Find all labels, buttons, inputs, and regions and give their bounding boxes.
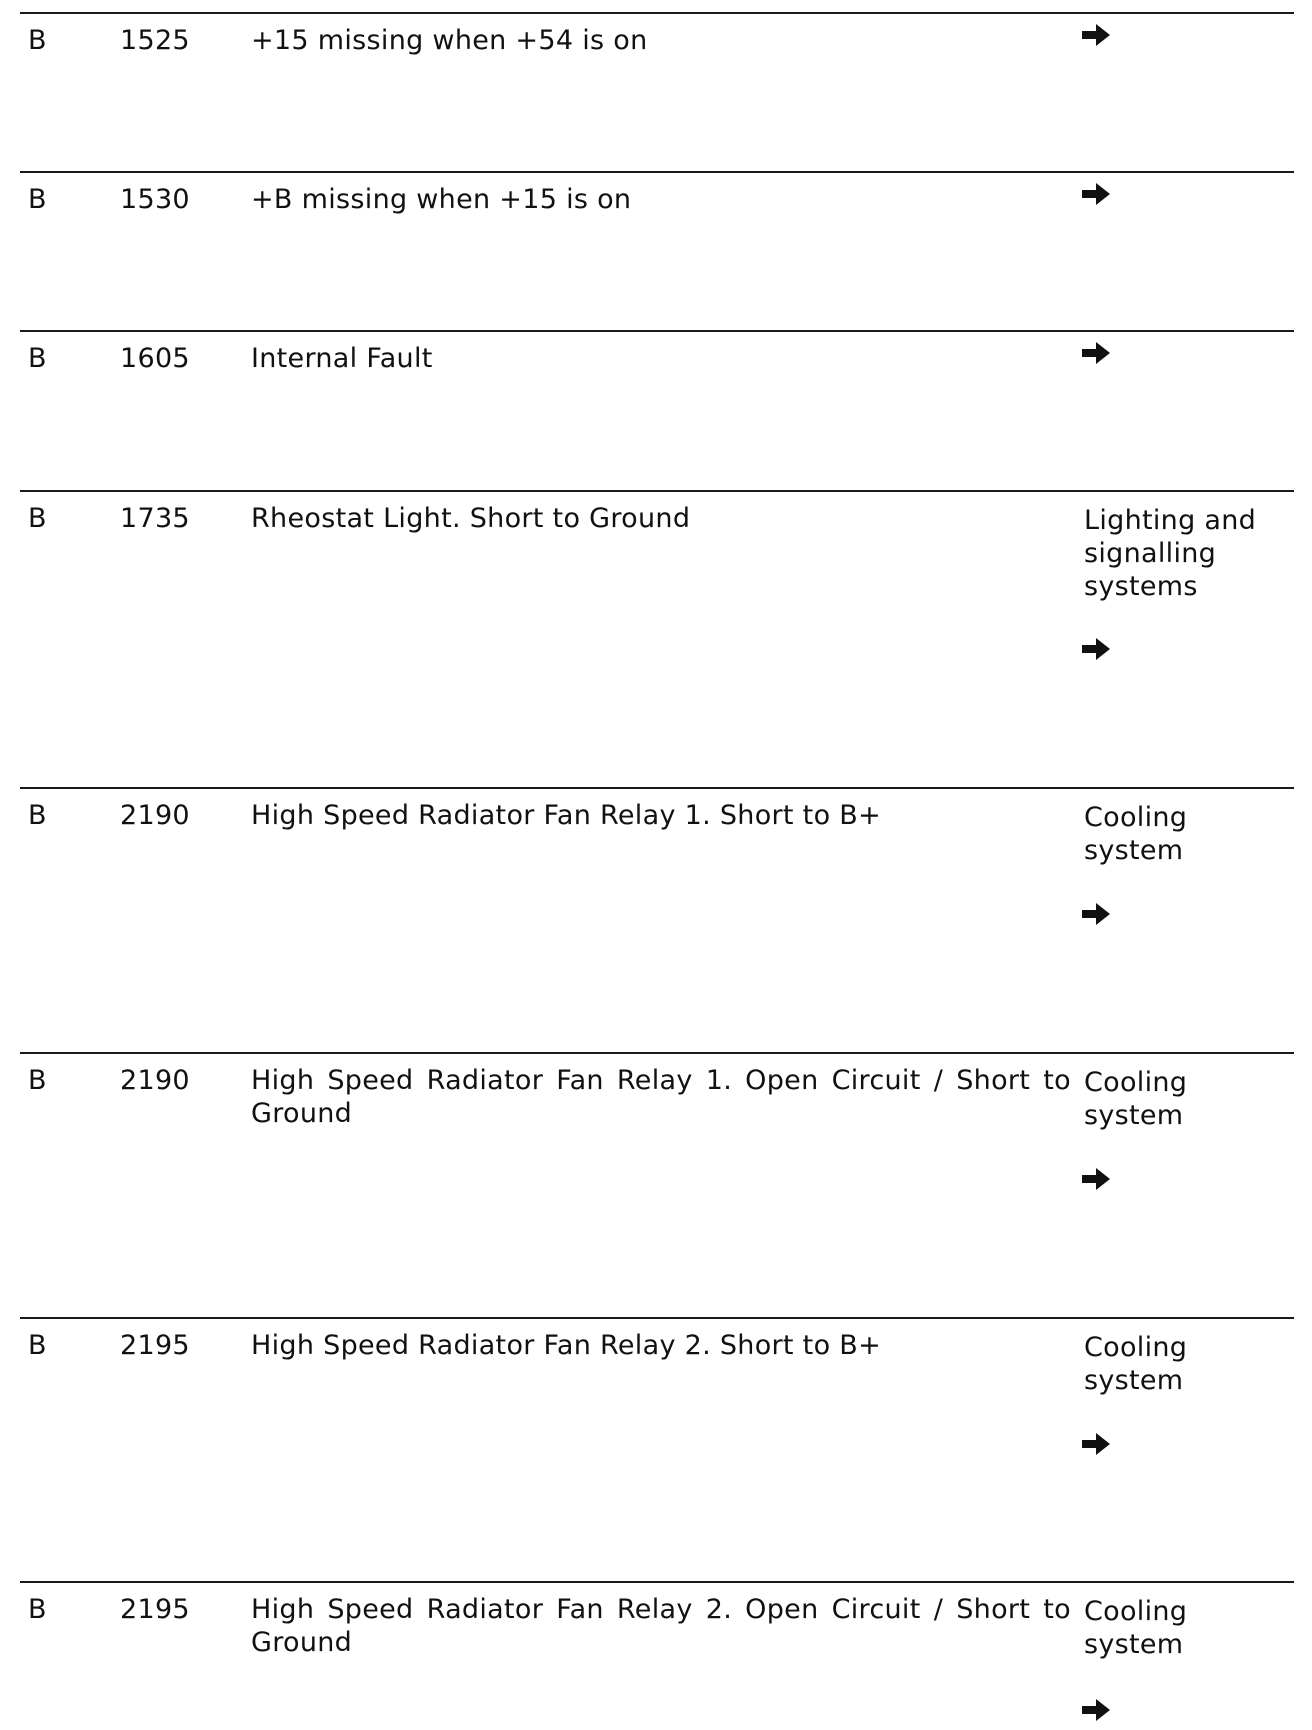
- table-row: [20, 490, 1294, 788]
- fault-type: B: [28, 343, 47, 374]
- system-link[interactable]: Cooling system: [1084, 802, 1188, 866]
- fault-description: High Speed Radiator Fan Relay 2. Open Circuit / Short to Ground: [251, 1594, 1071, 1658]
- table-row: [20, 1317, 1294, 1582]
- arrow-right-icon[interactable]: [1082, 183, 1112, 205]
- table-row: [20, 787, 1294, 1053]
- table-row: [20, 171, 1294, 331]
- system-link[interactable]: Lighting and signalling systems: [1084, 505, 1257, 602]
- fault-description: Internal Fault: [251, 343, 433, 374]
- arrow-right-icon[interactable]: [1082, 1433, 1112, 1455]
- fault-code: 1525: [120, 25, 190, 56]
- table-row: [20, 12, 1294, 172]
- table-row: [20, 1052, 1294, 1318]
- arrow-right-icon[interactable]: [1082, 903, 1112, 925]
- fault-type: B: [28, 1330, 47, 1361]
- fault-code: 1605: [120, 343, 190, 374]
- fault-description: +B missing when +15 is on: [251, 184, 632, 215]
- fault-code: 2195: [120, 1330, 190, 1361]
- fault-code: 1735: [120, 503, 190, 534]
- fault-description: Rheostat Light. Short to Ground: [251, 503, 691, 534]
- table-row: [20, 1581, 1294, 1730]
- fault-description: +15 missing when +54 is on: [251, 25, 648, 56]
- fault-code: 2190: [120, 800, 190, 831]
- arrow-right-icon[interactable]: [1082, 1699, 1112, 1721]
- fault-type: B: [28, 800, 47, 831]
- fault-code: 2195: [120, 1594, 190, 1625]
- fault-type: B: [28, 1594, 47, 1625]
- fault-code: 1530: [120, 184, 190, 215]
- fault-code: 2190: [120, 1065, 190, 1096]
- arrow-right-icon[interactable]: [1082, 638, 1112, 660]
- fault-description: High Speed Radiator Fan Relay 2. Short to B+: [251, 1330, 882, 1361]
- arrow-right-icon[interactable]: [1082, 1168, 1112, 1190]
- arrow-right-icon[interactable]: [1082, 342, 1112, 364]
- fault-description: High Speed Radiator Fan Relay 1. Open Circuit / Short to Ground: [251, 1065, 1071, 1129]
- fault-type: B: [28, 184, 47, 215]
- fault-type: B: [28, 1065, 47, 1096]
- table-row: [20, 330, 1294, 491]
- arrow-right-icon[interactable]: [1082, 24, 1112, 46]
- system-link[interactable]: Cooling system: [1084, 1067, 1188, 1131]
- system-link[interactable]: Cooling system: [1084, 1332, 1188, 1396]
- fault-type: B: [28, 503, 47, 534]
- fault-description: High Speed Radiator Fan Relay 1. Short to B+: [251, 800, 882, 831]
- system-link[interactable]: Cooling system: [1084, 1596, 1188, 1660]
- fault-type: B: [28, 25, 47, 56]
